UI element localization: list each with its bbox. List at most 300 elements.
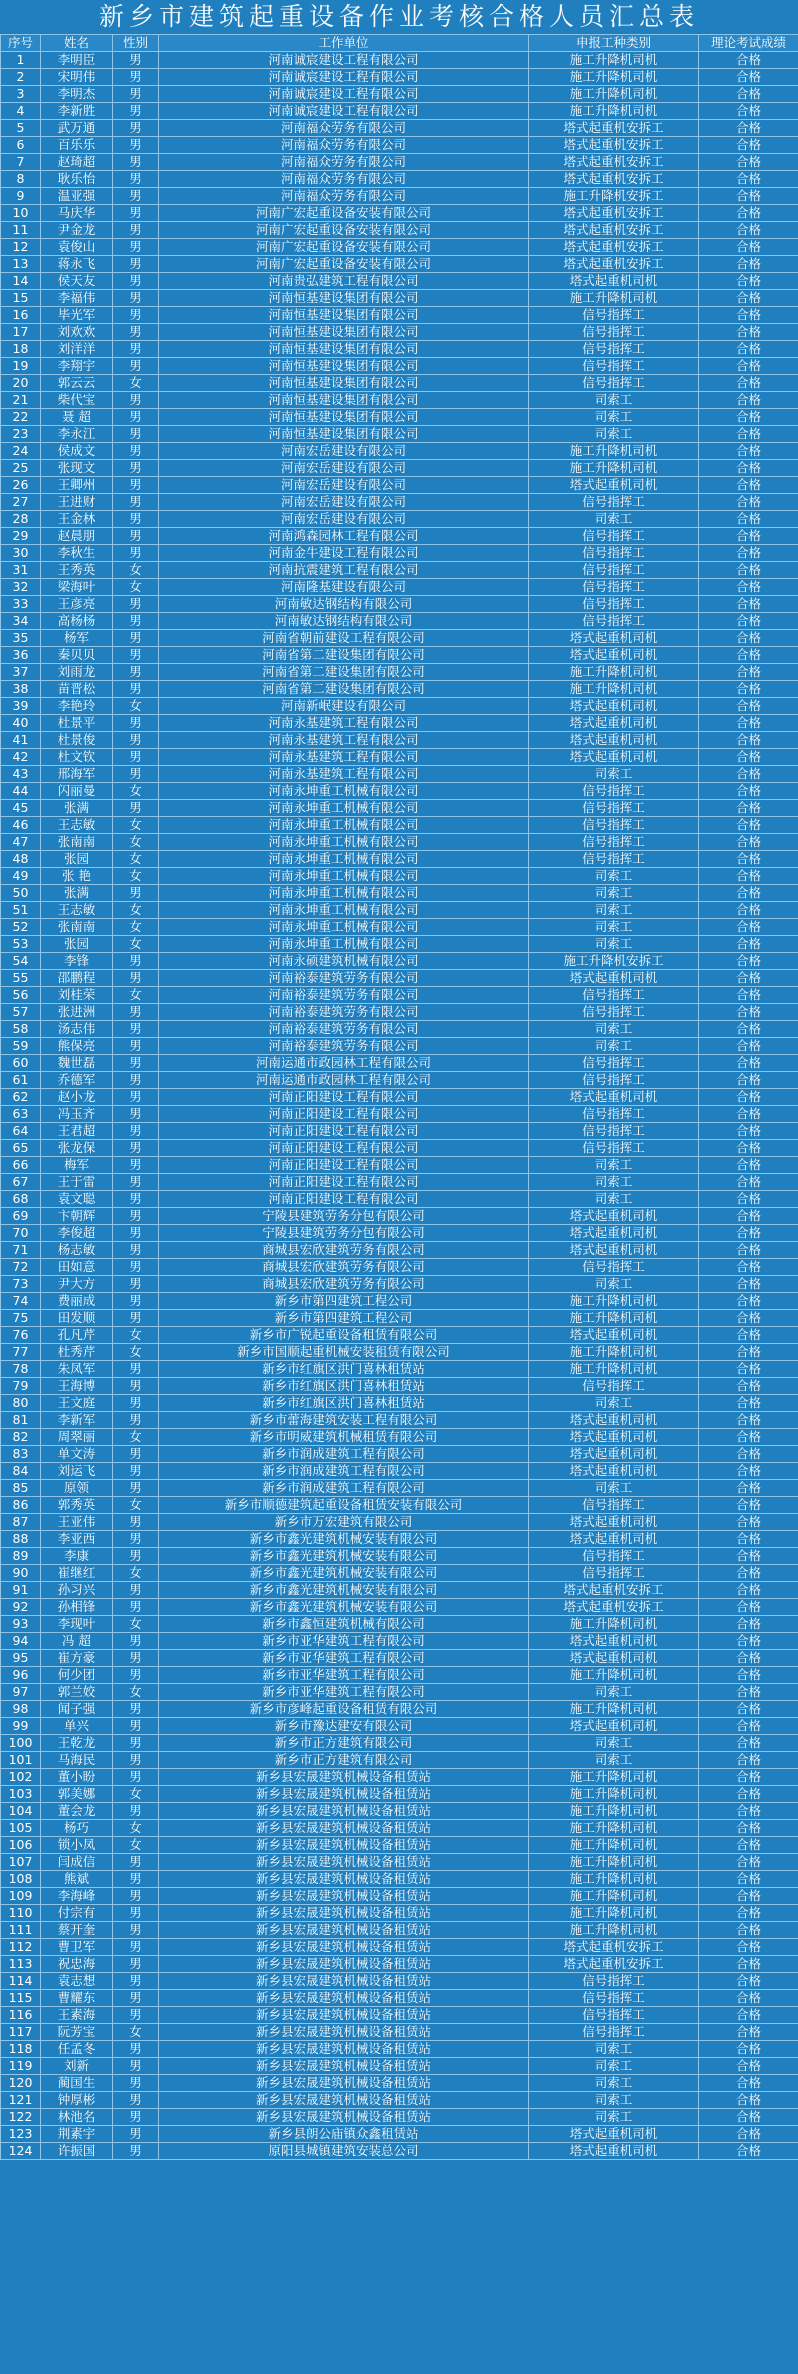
cell-result: 合格 xyxy=(699,341,798,358)
cell-unit: 新乡县宏晟建筑机械设备租赁站 xyxy=(159,1905,529,1922)
cell-gender: 男 xyxy=(113,1225,159,1242)
cell-seq: 3 xyxy=(1,86,41,103)
cell-name: 汤志伟 xyxy=(41,1021,113,1038)
cell-job-type: 司索工 xyxy=(529,2109,699,2126)
cell-job-type: 塔式起重机司机 xyxy=(529,1633,699,1650)
cell-gender: 男 xyxy=(113,1208,159,1225)
cell-name: 李现叶 xyxy=(41,1616,113,1633)
cell-result: 合格 xyxy=(699,120,798,137)
cell-gender: 男 xyxy=(113,1939,159,1956)
table-row xyxy=(1,1803,798,1820)
cell-unit: 新乡县宏晟建筑机械设备租赁站 xyxy=(159,1837,529,1854)
cell-job-type: 施工升降机司机 xyxy=(529,1667,699,1684)
cell-unit: 河南诚宸建设工程有限公司 xyxy=(159,52,529,69)
cell-name: 王彦亮 xyxy=(41,596,113,613)
table-row xyxy=(1,1174,798,1191)
cell-result: 合格 xyxy=(699,698,798,715)
cell-seq: 43 xyxy=(1,766,41,783)
cell-seq: 89 xyxy=(1,1548,41,1565)
cell-seq: 67 xyxy=(1,1174,41,1191)
cell-gender: 男 xyxy=(113,1854,159,1871)
cell-name: 杜景俊 xyxy=(41,732,113,749)
cell-gender: 男 xyxy=(113,341,159,358)
cell-result: 合格 xyxy=(699,154,798,171)
cell-seq: 53 xyxy=(1,936,41,953)
cell-unit: 河南永硕建筑机械有限公司 xyxy=(159,953,529,970)
cell-name: 熊斌 xyxy=(41,1871,113,1888)
cell-name: 崔继红 xyxy=(41,1565,113,1582)
cell-result: 合格 xyxy=(699,2126,798,2143)
cell-unit: 新乡市亚华建筑工程有限公司 xyxy=(159,1633,529,1650)
cell-unit: 新乡县宏晟建筑机械设备租赁站 xyxy=(159,2024,529,2041)
cell-result: 合格 xyxy=(699,1820,798,1837)
cell-name: 刘桂荣 xyxy=(41,987,113,1004)
cell-unit: 河南宏岳建设有限公司 xyxy=(159,511,529,528)
cell-unit: 河南永坤重工机械有限公司 xyxy=(159,817,529,834)
cell-unit: 河南广宏起重设备安装有限公司 xyxy=(159,205,529,222)
cell-name: 张 艳 xyxy=(41,868,113,885)
cell-unit: 河南正阳建设工程有限公司 xyxy=(159,1106,529,1123)
cell-name: 王志敏 xyxy=(41,902,113,919)
cell-result: 合格 xyxy=(699,511,798,528)
cell-seq: 105 xyxy=(1,1820,41,1837)
cell-result: 合格 xyxy=(699,137,798,154)
cell-seq: 122 xyxy=(1,2109,41,2126)
cell-unit: 河南永坤重工机械有限公司 xyxy=(159,800,529,817)
cell-result: 合格 xyxy=(699,1225,798,1242)
cell-gender: 男 xyxy=(113,953,159,970)
cell-gender: 男 xyxy=(113,630,159,647)
cell-name: 魏世磊 xyxy=(41,1055,113,1072)
cell-result: 合格 xyxy=(699,1633,798,1650)
cell-job-type: 塔式起重机安拆工 xyxy=(529,137,699,154)
cell-seq: 104 xyxy=(1,1803,41,1820)
cell-job-type: 信号指挥工 xyxy=(529,987,699,1004)
cell-gender: 男 xyxy=(113,596,159,613)
cell-unit: 新乡市正方建筑有限公司 xyxy=(159,1735,529,1752)
cell-job-type: 信号指挥工 xyxy=(529,545,699,562)
table-row xyxy=(1,1599,798,1616)
cell-job-type: 施工升降机司机 xyxy=(529,443,699,460)
cell-job-type: 司索工 xyxy=(529,1157,699,1174)
cell-seq: 90 xyxy=(1,1565,41,1582)
cell-seq: 84 xyxy=(1,1463,41,1480)
cell-result: 合格 xyxy=(699,256,798,273)
cell-name: 荆素宇 xyxy=(41,2126,113,2143)
cell-unit: 河南省朝前建设工程有限公司 xyxy=(159,630,529,647)
cell-name: 毕光军 xyxy=(41,307,113,324)
cell-result: 合格 xyxy=(699,868,798,885)
cell-seq: 23 xyxy=(1,426,41,443)
cell-gender: 男 xyxy=(113,1480,159,1497)
cell-result: 合格 xyxy=(699,1718,798,1735)
table-row xyxy=(1,1922,798,1939)
cell-seq: 75 xyxy=(1,1310,41,1327)
cell-seq: 18 xyxy=(1,341,41,358)
cell-result: 合格 xyxy=(699,324,798,341)
table-row xyxy=(1,1888,798,1905)
cell-result: 合格 xyxy=(699,1395,798,1412)
cell-unit: 河南永基建筑工程有限公司 xyxy=(159,732,529,749)
table-row xyxy=(1,1565,798,1582)
cell-name: 刘欢欢 xyxy=(41,324,113,341)
table-row xyxy=(1,1973,798,1990)
cell-unit: 河南省第二建设集团有限公司 xyxy=(159,647,529,664)
cell-unit: 河南永坤重工机械有限公司 xyxy=(159,902,529,919)
cell-job-type: 施工升降机司机 xyxy=(529,1310,699,1327)
table-row xyxy=(1,1463,798,1480)
cell-job-type: 塔式起重机司机 xyxy=(529,1531,699,1548)
table-row xyxy=(1,596,798,613)
cell-job-type: 司索工 xyxy=(529,2058,699,2075)
cell-seq: 66 xyxy=(1,1157,41,1174)
cell-seq: 46 xyxy=(1,817,41,834)
table-row xyxy=(1,1480,798,1497)
cell-seq: 50 xyxy=(1,885,41,902)
cell-job-type: 塔式起重机司机 xyxy=(529,1412,699,1429)
cell-result: 合格 xyxy=(699,902,798,919)
cell-job-type: 司索工 xyxy=(529,868,699,885)
cell-gender: 男 xyxy=(113,324,159,341)
cell-result: 合格 xyxy=(699,52,798,69)
cell-gender: 男 xyxy=(113,1922,159,1939)
cell-job-type: 信号指挥工 xyxy=(529,528,699,545)
cell-seq: 65 xyxy=(1,1140,41,1157)
table-row xyxy=(1,1208,798,1225)
cell-unit: 新乡市鑫光建筑机械安装有限公司 xyxy=(159,1582,529,1599)
cell-gender: 男 xyxy=(113,1038,159,1055)
cell-name: 郭秀英 xyxy=(41,1497,113,1514)
cell-seq: 59 xyxy=(1,1038,41,1055)
cell-name: 李俊超 xyxy=(41,1225,113,1242)
table-row xyxy=(1,1310,798,1327)
cell-job-type: 塔式起重机安拆工 xyxy=(529,171,699,188)
cell-gender: 男 xyxy=(113,1582,159,1599)
cell-name: 钟厚彬 xyxy=(41,2092,113,2109)
cell-result: 合格 xyxy=(699,1565,798,1582)
header-result: 理论考试成绩 xyxy=(699,35,798,52)
cell-gender: 男 xyxy=(113,885,159,902)
cell-unit: 新乡县宏晟建筑机械设备租赁站 xyxy=(159,1888,529,1905)
cell-gender: 男 xyxy=(113,86,159,103)
table-row xyxy=(1,2092,798,2109)
cell-result: 合格 xyxy=(699,1429,798,1446)
cell-seq: 115 xyxy=(1,1990,41,2007)
cell-seq: 86 xyxy=(1,1497,41,1514)
table-row xyxy=(1,579,798,596)
cell-gender: 男 xyxy=(113,1157,159,1174)
cell-seq: 31 xyxy=(1,562,41,579)
cell-name: 宋明伟 xyxy=(41,69,113,86)
cell-result: 合格 xyxy=(699,681,798,698)
cell-job-type: 信号指挥工 xyxy=(529,1259,699,1276)
cell-unit: 河南福众劳务有限公司 xyxy=(159,188,529,205)
cell-name: 苗晋松 xyxy=(41,681,113,698)
cell-result: 合格 xyxy=(699,1480,798,1497)
cell-result: 合格 xyxy=(699,732,798,749)
cell-result: 合格 xyxy=(699,1735,798,1752)
cell-job-type: 信号指挥工 xyxy=(529,2007,699,2024)
cell-name: 李明臣 xyxy=(41,52,113,69)
cell-seq: 81 xyxy=(1,1412,41,1429)
cell-name: 林池名 xyxy=(41,2109,113,2126)
table-row xyxy=(1,1786,798,1803)
cell-result: 合格 xyxy=(699,1089,798,1106)
cell-result: 合格 xyxy=(699,1327,798,1344)
table-row xyxy=(1,562,798,579)
cell-seq: 102 xyxy=(1,1769,41,1786)
cell-name: 原领 xyxy=(41,1480,113,1497)
cell-seq: 124 xyxy=(1,2143,41,2160)
cell-name: 孙相锋 xyxy=(41,1599,113,1616)
cell-gender: 男 xyxy=(113,1514,159,1531)
cell-result: 合格 xyxy=(699,1463,798,1480)
cell-gender: 男 xyxy=(113,1310,159,1327)
cell-seq: 99 xyxy=(1,1718,41,1735)
cell-job-type: 塔式起重机司机 xyxy=(529,1514,699,1531)
cell-name: 王卿州 xyxy=(41,477,113,494)
cell-name: 刘雨龙 xyxy=(41,664,113,681)
cell-result: 合格 xyxy=(699,1650,798,1667)
cell-name: 李翔宇 xyxy=(41,358,113,375)
cell-gender: 男 xyxy=(113,1412,159,1429)
cell-name: 单文涛 xyxy=(41,1446,113,1463)
table-row xyxy=(1,205,798,222)
cell-unit: 新乡市润成建筑工程有限公司 xyxy=(159,1463,529,1480)
cell-seq: 57 xyxy=(1,1004,41,1021)
table-row xyxy=(1,1055,798,1072)
cell-job-type: 施工升降机司机 xyxy=(529,1786,699,1803)
cell-seq: 112 xyxy=(1,1939,41,1956)
cell-result: 合格 xyxy=(699,1106,798,1123)
cell-gender: 女 xyxy=(113,936,159,953)
cell-seq: 76 xyxy=(1,1327,41,1344)
cell-job-type: 司索工 xyxy=(529,511,699,528)
cell-name: 杜秀芹 xyxy=(41,1344,113,1361)
cell-unit: 河南恒基建设集团有限公司 xyxy=(159,426,529,443)
cell-gender: 女 xyxy=(113,902,159,919)
cell-result: 合格 xyxy=(699,1378,798,1395)
cell-name: 王素海 xyxy=(41,2007,113,2024)
cell-job-type: 信号指挥工 xyxy=(529,1055,699,1072)
cell-unit: 河南宏岳建设有限公司 xyxy=(159,477,529,494)
cell-result: 合格 xyxy=(699,1157,798,1174)
cell-unit: 商城县宏欣建筑劳务有限公司 xyxy=(159,1259,529,1276)
cell-name: 柴代宝 xyxy=(41,392,113,409)
cell-seq: 55 xyxy=(1,970,41,987)
cell-gender: 男 xyxy=(113,2058,159,2075)
cell-name: 曹耀东 xyxy=(41,1990,113,2007)
cell-seq: 79 xyxy=(1,1378,41,1395)
cell-unit: 新乡市第四建筑工程公司 xyxy=(159,1310,529,1327)
cell-job-type: 塔式起重机司机 xyxy=(529,970,699,987)
cell-seq: 87 xyxy=(1,1514,41,1531)
cell-job-type: 塔式起重机司机 xyxy=(529,715,699,732)
cell-result: 合格 xyxy=(699,851,798,868)
table-row xyxy=(1,630,798,647)
cell-result: 合格 xyxy=(699,2092,798,2109)
cell-gender: 男 xyxy=(113,1463,159,1480)
cell-job-type: 施工升降机司机 xyxy=(529,1361,699,1378)
cell-job-type: 司索工 xyxy=(529,1395,699,1412)
cell-job-type: 施工升降机司机 xyxy=(529,52,699,69)
table-row xyxy=(1,1293,798,1310)
cell-gender: 男 xyxy=(113,1072,159,1089)
cell-job-type: 施工升降机司机 xyxy=(529,1820,699,1837)
cell-seq: 26 xyxy=(1,477,41,494)
cell-unit: 河南运通市政园林工程有限公司 xyxy=(159,1072,529,1089)
cell-name: 聂 超 xyxy=(41,409,113,426)
cell-gender: 男 xyxy=(113,1905,159,1922)
cell-unit: 河南永基建筑工程有限公司 xyxy=(159,749,529,766)
cell-gender: 男 xyxy=(113,1174,159,1191)
cell-job-type: 司索工 xyxy=(529,919,699,936)
cell-name: 尹大方 xyxy=(41,1276,113,1293)
cell-gender: 男 xyxy=(113,256,159,273)
cell-unit: 新乡市第四建筑工程公司 xyxy=(159,1293,529,1310)
cell-result: 合格 xyxy=(699,205,798,222)
table-row xyxy=(1,1038,798,1055)
cell-seq: 103 xyxy=(1,1786,41,1803)
table-row xyxy=(1,443,798,460)
cell-seq: 108 xyxy=(1,1871,41,1888)
table-row xyxy=(1,1429,798,1446)
cell-name: 刘新 xyxy=(41,2058,113,2075)
cell-unit: 河南宏岳建设有限公司 xyxy=(159,494,529,511)
cell-job-type: 施工升降机司机 xyxy=(529,1344,699,1361)
cell-seq: 51 xyxy=(1,902,41,919)
cell-gender: 男 xyxy=(113,613,159,630)
cell-job-type: 司索工 xyxy=(529,936,699,953)
cell-unit: 河南正阳建设工程有限公司 xyxy=(159,1123,529,1140)
cell-result: 合格 xyxy=(699,1616,798,1633)
cell-result: 合格 xyxy=(699,1599,798,1616)
cell-result: 合格 xyxy=(699,579,798,596)
cell-gender: 男 xyxy=(113,1599,159,1616)
cell-job-type: 信号指挥工 xyxy=(529,1497,699,1514)
cell-gender: 男 xyxy=(113,715,159,732)
cell-gender: 男 xyxy=(113,171,159,188)
cell-gender: 男 xyxy=(113,970,159,987)
cell-name: 曹卫军 xyxy=(41,1939,113,1956)
cell-gender: 男 xyxy=(113,2007,159,2024)
cell-result: 合格 xyxy=(699,1412,798,1429)
cell-gender: 男 xyxy=(113,528,159,545)
cell-name: 周翠丽 xyxy=(41,1429,113,1446)
cell-result: 合格 xyxy=(699,1973,798,1990)
cell-job-type: 施工升降机司机 xyxy=(529,1837,699,1854)
table-row xyxy=(1,664,798,681)
cell-name: 武万通 xyxy=(41,120,113,137)
cell-job-type: 塔式起重机司机 xyxy=(529,1446,699,1463)
cell-unit: 河南正阳建设工程有限公司 xyxy=(159,1191,529,1208)
cell-job-type: 施工升降机司机 xyxy=(529,1854,699,1871)
cell-unit: 新乡市蕾海建筑安装工程有限公司 xyxy=(159,1412,529,1429)
cell-name: 田发顺 xyxy=(41,1310,113,1327)
table-row xyxy=(1,1514,798,1531)
cell-name: 锁小凤 xyxy=(41,1837,113,1854)
cell-seq: 95 xyxy=(1,1650,41,1667)
cell-gender: 女 xyxy=(113,579,159,596)
cell-gender: 男 xyxy=(113,1140,159,1157)
cell-gender: 女 xyxy=(113,1429,159,1446)
cell-name: 董小盼 xyxy=(41,1769,113,1786)
cell-unit: 河南恒基建设集团有限公司 xyxy=(159,290,529,307)
cell-seq: 32 xyxy=(1,579,41,596)
cell-job-type: 塔式起重机司机 xyxy=(529,1242,699,1259)
cell-seq: 58 xyxy=(1,1021,41,1038)
cell-name: 单兴 xyxy=(41,1718,113,1735)
table-row xyxy=(1,1395,798,1412)
cell-gender: 女 xyxy=(113,375,159,392)
cell-job-type: 施工升降机安拆工 xyxy=(529,188,699,205)
cell-unit: 河南裕泰建筑劳务有限公司 xyxy=(159,1038,529,1055)
cell-seq: 68 xyxy=(1,1191,41,1208)
cell-name: 郭兰姣 xyxy=(41,1684,113,1701)
cell-seq: 10 xyxy=(1,205,41,222)
cell-gender: 女 xyxy=(113,851,159,868)
cell-name: 赵晨朋 xyxy=(41,528,113,545)
cell-unit: 新乡县宏晟建筑机械设备租赁站 xyxy=(159,2092,529,2109)
cell-unit: 新乡市鑫光建筑机械安装有限公司 xyxy=(159,1565,529,1582)
table-row xyxy=(1,1650,798,1667)
cell-name: 刘洋洋 xyxy=(41,341,113,358)
cell-result: 合格 xyxy=(699,766,798,783)
table-row xyxy=(1,375,798,392)
table-row xyxy=(1,817,798,834)
cell-name: 王志敏 xyxy=(41,817,113,834)
cell-result: 合格 xyxy=(699,358,798,375)
cell-unit: 河南福众劳务有限公司 xyxy=(159,154,529,171)
table-row xyxy=(1,1497,798,1514)
cell-unit: 河南正阳建设工程有限公司 xyxy=(159,1174,529,1191)
cell-gender: 男 xyxy=(113,647,159,664)
cell-unit: 河南诚宸建设工程有限公司 xyxy=(159,86,529,103)
table-row xyxy=(1,120,798,137)
cell-unit: 新乡县朗公庙镇众鑫租赁站 xyxy=(159,2126,529,2143)
cell-seq: 48 xyxy=(1,851,41,868)
cell-seq: 22 xyxy=(1,409,41,426)
cell-result: 合格 xyxy=(699,1055,798,1072)
cell-unit: 新乡市亚华建筑工程有限公司 xyxy=(159,1684,529,1701)
cell-name: 闫成信 xyxy=(41,1854,113,1871)
cell-job-type: 信号指挥工 xyxy=(529,1004,699,1021)
cell-name: 百乐乐 xyxy=(41,137,113,154)
cell-seq: 82 xyxy=(1,1429,41,1446)
cell-seq: 118 xyxy=(1,2041,41,2058)
cell-unit: 河南永坤重工机械有限公司 xyxy=(159,885,529,902)
cell-result: 合格 xyxy=(699,1582,798,1599)
cell-seq: 91 xyxy=(1,1582,41,1599)
cell-seq: 54 xyxy=(1,953,41,970)
cell-result: 合格 xyxy=(699,1888,798,1905)
cell-unit: 河南恒基建设集团有限公司 xyxy=(159,307,529,324)
table-row xyxy=(1,902,798,919)
cell-name: 王海博 xyxy=(41,1378,113,1395)
cell-gender: 女 xyxy=(113,2024,159,2041)
cell-name: 朱凤军 xyxy=(41,1361,113,1378)
cell-result: 合格 xyxy=(699,1786,798,1803)
cell-job-type: 信号指挥工 xyxy=(529,1378,699,1395)
table-row xyxy=(1,1276,798,1293)
cell-job-type: 塔式起重机安拆工 xyxy=(529,120,699,137)
table-row xyxy=(1,1548,798,1565)
cell-gender: 女 xyxy=(113,919,159,936)
table-row xyxy=(1,1361,798,1378)
cell-gender: 男 xyxy=(113,1106,159,1123)
cell-result: 合格 xyxy=(699,460,798,477)
cell-seq: 20 xyxy=(1,375,41,392)
